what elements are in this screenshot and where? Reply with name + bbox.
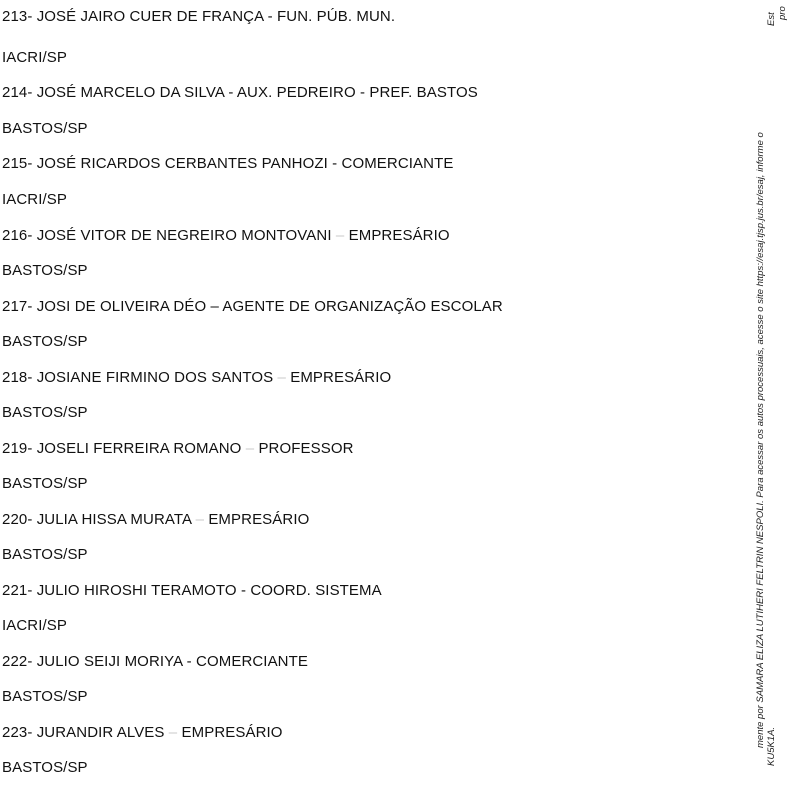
entry-city: BASTOS/SP (2, 688, 88, 705)
entry-occupation: EMPRESÁRIO (348, 227, 450, 244)
entry-name-part: 218- JOSIANE FIRMINO DOS SANTOS (2, 369, 274, 386)
entry-name: 217- JOSI DE OLIVEIRA DÉO – AGENTE DE ORGANIZAÇÃO ESCOLAR (2, 298, 503, 315)
faint-dash: – (245, 440, 255, 457)
entry-occupation: EMPRESÁRIO (208, 511, 310, 528)
entry-name-part: 220- JULIA HISSA MURATA (2, 511, 192, 528)
signature-note-line1-end: Est (766, 12, 777, 26)
entry-name: 215- JOSÉ RICARDOS CERBANTES PANHOZI - COMERCIANTE (2, 155, 454, 172)
faint-dash: – (277, 369, 286, 386)
entry-name: 214- JOSÉ MARCELO DA SILVA - AUX. PEDREIRO - PREF. BASTOS (2, 84, 478, 101)
entry-name (2, 724, 283, 742)
entry-occupation: PROFESSOR (258, 440, 354, 457)
entry-name-part: 216- JOSÉ VITOR DE NEGREIRO MONTOVANI (2, 227, 332, 244)
entry-city: BASTOS/SP (2, 475, 88, 492)
entry-city: BASTOS/SP (2, 404, 88, 421)
faint-dash: – (168, 724, 178, 741)
signature-note-line1: mente por SAMARA ELIZA LUTIHERI FELTRIN NESPOLI. Para acessar os autos processuais, acesse o site https://esaj.tjsp.jus.br/esaj, informe o (755, 132, 766, 748)
entry-name (2, 511, 309, 529)
entry-name (2, 227, 450, 245)
entry-name: 213- JOSÉ JAIRO CUER DE FRANÇA - FUN. PÚB. MUN. (2, 8, 396, 25)
entry-name-part: 223- JURANDIR ALVES (2, 724, 165, 741)
entry-city: BASTOS/SP (2, 759, 88, 776)
entry-city: BASTOS/SP (2, 120, 88, 137)
faint-dash: – (195, 511, 205, 528)
entry-city: IACRI/SP (2, 49, 67, 66)
entry-name (2, 369, 391, 387)
faint-dash: – (335, 227, 345, 244)
entry-city: BASTOS/SP (2, 546, 88, 563)
entry-city: IACRI/SP (2, 617, 67, 634)
entry-city: BASTOS/SP (2, 333, 88, 350)
entry-name: 222- JULIO SEIJI MORIYA - COMERCIANTE (2, 653, 308, 670)
entry-city: BASTOS/SP (2, 262, 88, 279)
entry-city: IACRI/SP (2, 191, 67, 208)
entry-name: 221- JULIO HIROSHI TERAMOTO - COORD. SISTEMA (2, 582, 382, 599)
entry-occupation: EMPRESÁRIO (290, 369, 392, 386)
entry-name-part: 219- JOSELI FERREIRA ROMANO (2, 440, 242, 457)
entry-name (2, 440, 354, 458)
entry-occupation: EMPRESÁRIO (181, 724, 283, 741)
signature-note-line2: KU5K1A. (766, 726, 777, 766)
signature-note-line2-end: pro (777, 6, 788, 20)
